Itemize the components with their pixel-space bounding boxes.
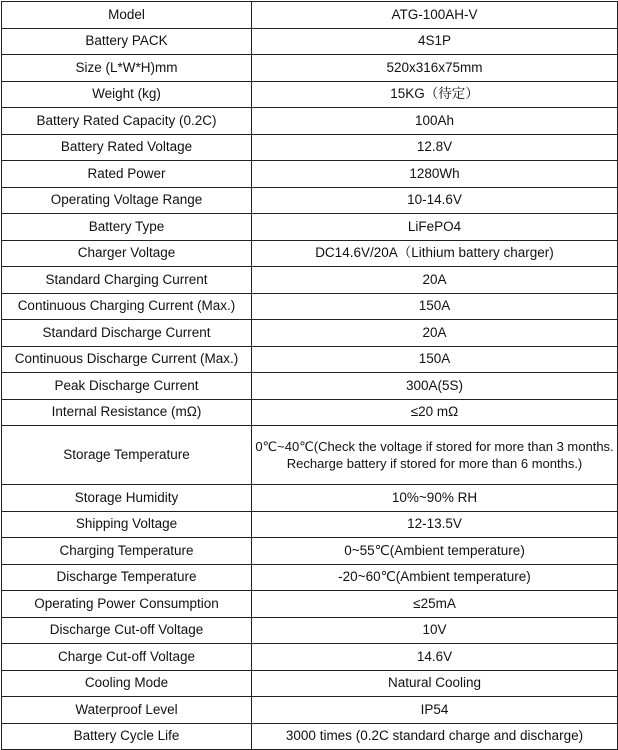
table-row (2, 55, 618, 82)
spec-value: 0~55℃(Ambient temperature) (252, 538, 618, 565)
table-row (2, 617, 618, 644)
table-row (2, 161, 618, 188)
spec-value: 12-13.5V (252, 511, 618, 538)
spec-label: Storage Humidity (2, 485, 252, 512)
spec-label: Continuous Charging Current (Max.) (2, 293, 252, 320)
table-row (2, 697, 618, 724)
spec-value: 10-14.6V (252, 187, 618, 214)
spec-label: Battery Rated Voltage (2, 134, 252, 161)
spec-label: Battery Type (2, 214, 252, 241)
table-row (2, 81, 618, 108)
spec-value: ≤20 mΩ (252, 399, 618, 426)
spec-value: 1280Wh (252, 161, 618, 188)
table-row (2, 426, 618, 485)
table-row (2, 399, 618, 426)
spec-value: Natural Cooling (252, 670, 618, 697)
spec-label: Charging Temperature (2, 538, 252, 565)
table-row (2, 187, 618, 214)
table-row (2, 293, 618, 320)
spec-label: Waterproof Level (2, 697, 252, 724)
spec-label: Cooling Mode (2, 670, 252, 697)
spec-value: 3000 times (0.2C standard charge and discharge) (252, 723, 618, 750)
table-row (2, 108, 618, 135)
table-row (2, 320, 618, 347)
table-row (2, 485, 618, 512)
spec-label: Standard Charging Current (2, 267, 252, 294)
table-row (2, 134, 618, 161)
spec-value: 100Ah (252, 108, 618, 135)
spec-value-line-1: 0℃~40℃(Check the voltage if stored for more than 3 months. (255, 439, 614, 454)
spec-value: 20A (252, 267, 618, 294)
spec-value: 20A (252, 320, 618, 347)
spec-label: Charge Cut-off Voltage (2, 644, 252, 671)
spec-label: Size (L*W*H)mm (2, 55, 252, 82)
spec-value: ATG-100AH-V (252, 2, 618, 29)
spec-value: 14.6V (252, 644, 618, 671)
spec-label: Charger Voltage (2, 240, 252, 267)
spec-value: ≤25mA (252, 591, 618, 618)
spec-label: Model (2, 2, 252, 29)
spec-label: Weight (kg) (2, 81, 252, 108)
table-row (2, 564, 618, 591)
spec-value: DC14.6V/20A（Lithium battery charger) (252, 240, 618, 267)
spec-value: 10%~90% RH (252, 485, 618, 512)
spec-value: 15KG（待定） (252, 81, 618, 108)
spec-label: Shipping Voltage (2, 511, 252, 538)
spec-label: Storage Temperature (2, 426, 252, 485)
table-row (2, 538, 618, 565)
table-row (2, 240, 618, 267)
spec-value: 300A(5S) (252, 373, 618, 400)
table-row (2, 511, 618, 538)
table-row (2, 373, 618, 400)
table-row (2, 267, 618, 294)
spec-label: Discharge Cut-off Voltage (2, 617, 252, 644)
spec-label: Internal Resistance (mΩ) (2, 399, 252, 426)
table-row (2, 723, 618, 750)
spec-value: IP54 (252, 697, 618, 724)
table-row (2, 644, 618, 671)
spec-label: Rated Power (2, 161, 252, 188)
spec-label: Operating Power Consumption (2, 591, 252, 618)
spec-label: Continuous Discharge Current (Max.) (2, 346, 252, 373)
spec-value: 150A (252, 346, 618, 373)
spec-value-line-2: Recharge battery if stored for more than 6 months.) (286, 456, 583, 471)
spec-value: -20~60℃(Ambient temperature) (252, 564, 618, 591)
spec-value: 520x316x75mm (252, 55, 618, 82)
battery-spec-table (1, 1, 618, 750)
spec-label: Standard Discharge Current (2, 320, 252, 347)
spec-label: Battery Cycle Life (2, 723, 252, 750)
spec-value: LiFePO4 (252, 214, 618, 241)
table-row (2, 2, 618, 29)
spec-label: Battery Rated Capacity (0.2C) (2, 108, 252, 135)
spec-value: 10V (252, 617, 618, 644)
spec-label: Operating Voltage Range (2, 187, 252, 214)
table-row (2, 346, 618, 373)
table-row (2, 591, 618, 618)
spec-value: 12.8V (252, 134, 618, 161)
spec-value: 150A (252, 293, 618, 320)
spec-label: Battery PACK (2, 28, 252, 55)
spec-value: 4S1P (252, 28, 618, 55)
spec-label: Discharge Temperature (2, 564, 252, 591)
spec-label: Peak Discharge Current (2, 373, 252, 400)
table-row (2, 214, 618, 241)
spec-value (252, 426, 618, 485)
table-row (2, 28, 618, 55)
table-row (2, 670, 618, 697)
